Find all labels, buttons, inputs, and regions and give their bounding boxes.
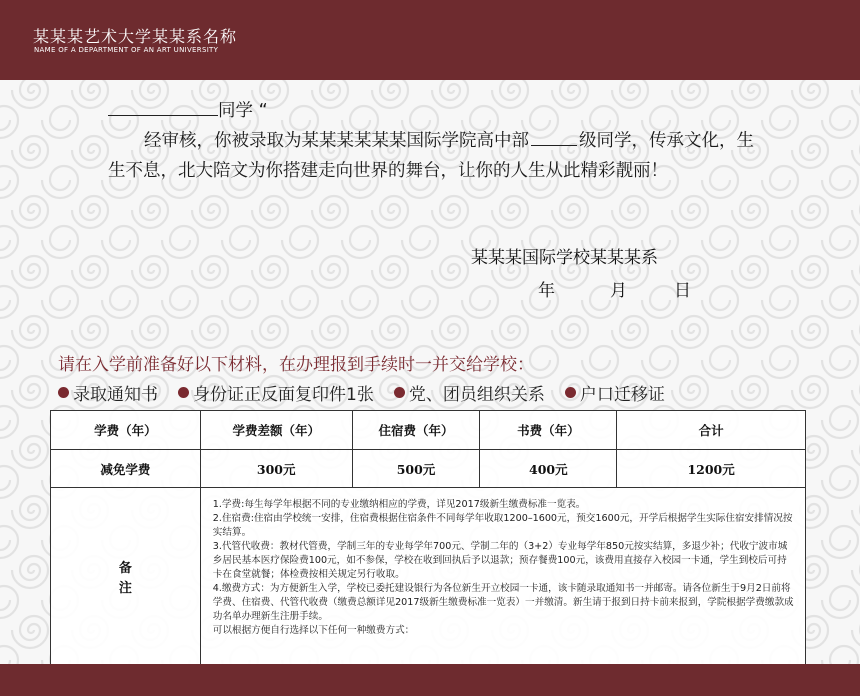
signer: 某某某国际学校某某某系 <box>471 248 658 268</box>
remark-line: 3.代管代收费：教材代管费，学制三年的专业每学年700元、学制二年的（3+2）专业每学年850元按实结算，多退少补；代收宁波市城乡居民基本医疗保险费100元，如不参保，学校在收到回执后予以退款；预存餐费100元，该费用直接存入校园一卡通，学生到校后可持卡在食堂就餐；体检费按相关规定另行收取。 <box>212 541 788 580</box>
material-item <box>58 380 158 405</box>
letter-text-part1: 经审核，你被录取为某某某某某某国际学院高中部 <box>144 131 529 151</box>
material-label: 党、团员组织关系 <box>408 385 545 405</box>
date-year: 年 <box>538 281 555 301</box>
value-books: 400元 <box>480 450 617 488</box>
remark-label <box>51 488 201 671</box>
bullet-icon <box>178 387 189 398</box>
value-tuition: 300元 <box>200 450 352 488</box>
row-label: 减免学费 <box>51 450 201 488</box>
fee-table <box>50 410 806 671</box>
admission-letter-body <box>108 96 768 186</box>
institution-name-english: NAME OF A DEPARTMENT OF AN ART UNIVERSITY <box>34 46 219 54</box>
header-accommodation: 住宿费（年） <box>352 411 480 450</box>
material-label: 身份证正反面复印件1张 <box>193 385 374 405</box>
bullet-icon <box>565 387 576 398</box>
date-month: 月 <box>610 281 627 301</box>
material-label: 户口迁移证 <box>579 385 665 405</box>
bullet-icon <box>394 387 405 398</box>
materials-list <box>58 380 685 405</box>
remark-line: 2.住宿费:住宿由学校统一安排，住宿费根据住宿条件不同每学年收取1200–1600元，预交1600元，开学后根据学生实际住宿安排情况按实结算。 <box>212 513 793 538</box>
header-bar <box>0 0 860 80</box>
fee-value-row <box>51 450 806 488</box>
value-accommodation: 500元 <box>352 450 480 488</box>
remark-text <box>200 488 805 671</box>
value-total: 1200元 <box>617 450 806 488</box>
remark-line: 可以根据方便自行选择以下任何一种缴费方式： <box>212 625 415 636</box>
remark-line: 4.缴费方式：为方便新生入学，学校已委托建设银行为各位新生开立校园一卡通，该卡随录取通知书一并邮寄。请各位新生于9月2日前将学费、住宿费、代管代收费（缴费总额详见2017级新生缴费标准一览表）一并缴清。新生请于报到日持卡前来报到，学院根据学费缴款成功名单办理新生注册手续。 <box>212 583 794 622</box>
header-tuition-difference: 学费差额（年） <box>200 411 352 450</box>
fee-header-row <box>51 411 806 450</box>
remarks-row <box>51 488 806 671</box>
header-total: 合计 <box>617 411 806 450</box>
header-tuition: 学费（年） <box>51 411 201 450</box>
remark-line: 1.学费:每生每学年根据不同的专业缴纳相应的学费，详见2017级新生缴费标准一览表。 <box>212 499 586 510</box>
bullet-icon <box>58 387 69 398</box>
letter-text-part2: 级同学，传承文化，生生不息，北大陪文为你搭建走向世界的舞台，让你的人生从此精彩靓丽！ <box>108 131 754 181</box>
institution-name: 某某某艺术大学某某系名称 <box>33 27 238 46</box>
material-item <box>394 380 545 405</box>
material-item <box>565 380 665 405</box>
header-books: 书费（年） <box>480 411 617 450</box>
footer-bar <box>0 664 860 696</box>
material-item <box>178 380 374 405</box>
remark-label-text: 备注 <box>118 561 132 596</box>
material-label: 录取通知书 <box>73 385 158 405</box>
student-name-blank <box>108 97 218 116</box>
grade-blank <box>531 127 577 146</box>
salutation-line <box>108 96 768 126</box>
materials-notice: 请在入学前准备好以下材料，在办理报到手续时一并交给学校： <box>58 355 534 375</box>
salutation: 同学 “ <box>218 101 268 121</box>
date-day: 日 <box>674 281 691 301</box>
date-line <box>538 276 691 301</box>
letter-paragraph <box>108 126 768 186</box>
